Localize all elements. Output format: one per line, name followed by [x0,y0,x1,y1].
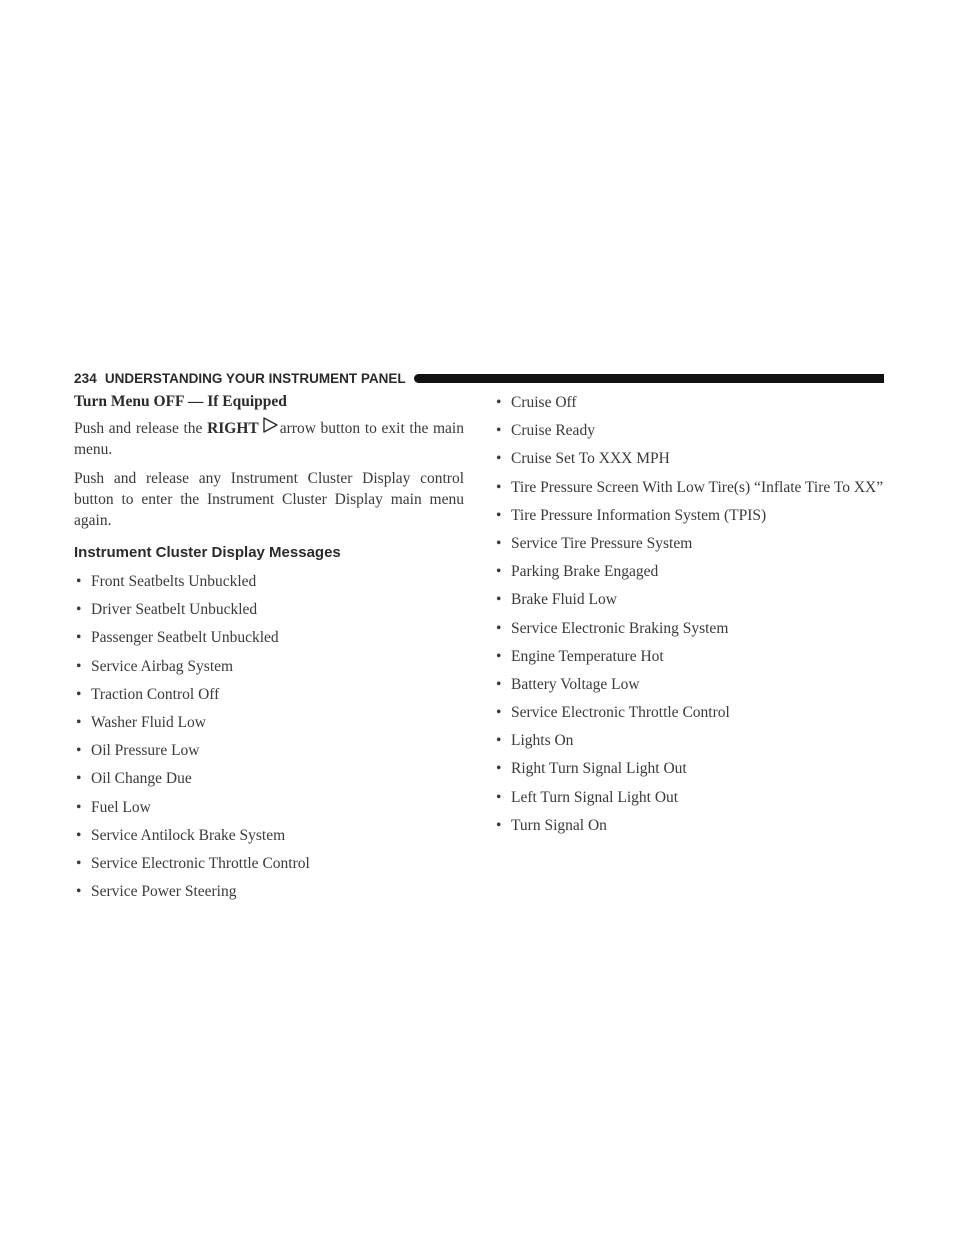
bullet-icon: • [496,394,502,411]
list-item [494,730,884,751]
left-column [74,392,464,909]
list-item [494,505,884,526]
list-item-text: Front Seatbelts Unbuckled [91,573,257,590]
bullet-icon: • [496,563,502,581]
bullet-icon: • [76,713,82,731]
list-item-text: Engine Temperature Hot [511,647,664,665]
header-rule [414,374,884,383]
list-item-text: Cruise Ready [511,422,595,440]
bullet-icon: • [496,478,502,496]
bullet-icon: • [496,675,502,693]
bullet-icon: • [76,685,82,703]
bullet-icon: • [496,619,502,637]
bullet-icon: • [496,534,502,552]
bullet-icon: • [76,742,82,760]
list-item [494,561,884,582]
list-item [494,448,884,469]
bullet-icon: • [496,506,502,524]
turn-menu-heading: Turn Menu OFF — If Equipped [74,393,287,410]
turn-menu-paragraph-2: Push and release any Instrument Cluster Display control button to enter the Instrument Cluster Display main menu again. [74,470,464,529]
list-item [494,787,884,808]
messages-list-left [74,571,464,902]
list-item-text: Washer Fluid Low [91,713,206,731]
page-number: 234 [74,370,97,386]
list-item-text: Service Tire Pressure System [511,534,693,552]
list-item-text: Service Electronic Throttle Control [91,854,310,872]
list-item-text: Service Power Steering [91,883,237,901]
page-header [74,368,884,388]
list-item-text: Lights On [511,732,574,750]
bullet-icon: • [496,647,502,665]
bullet-icon: • [76,854,82,872]
list-item-text: Service Electronic Braking System [511,619,729,637]
bullet-icon: • [496,760,502,778]
bullet-icon: • [496,816,502,834]
messages-heading: Instrument Cluster Display Messages [74,544,341,561]
list-item [494,477,884,498]
list-item-text: Right Turn Signal Light Out [511,760,687,778]
p1-lead-text: Push and release the [74,420,208,437]
section-title: UNDERSTANDING YOUR INSTRUMENT PANEL [104,370,406,386]
list-item [74,712,464,733]
turn-menu-paragraph-1 [74,416,464,460]
bullet-icon: • [76,770,82,788]
list-item-text: Traction Control Off [91,685,220,703]
bullet-icon: • [76,883,82,901]
bullet-icon: • [496,591,502,609]
list-item-text: Driver Seatbelt Unbuckled [91,601,258,619]
list-item [494,618,884,639]
bullet-icon: • [496,422,502,440]
list-item [74,599,464,620]
p1-trailing-text: arrow button to exit the main menu. [74,420,464,458]
list-item [74,684,464,705]
list-item-text: Cruise Off [511,394,577,411]
list-item [74,825,464,846]
list-item [74,768,464,789]
list-item-text: Battery Voltage Low [511,675,640,693]
list-item [494,533,884,554]
bullet-icon: • [496,732,502,750]
right-arrow-icon [261,416,279,434]
bullet-icon: • [76,798,82,816]
list-item-text: Oil Pressure Low [91,742,200,760]
list-item [74,881,464,902]
list-item-text: Service Electronic Throttle Control [511,704,730,722]
bullet-icon: • [496,450,502,468]
list-item [494,758,884,779]
list-item-text: Fuel Low [91,798,151,816]
right-column [494,392,884,843]
list-item [494,674,884,695]
list-item [74,740,464,761]
list-item [74,656,464,677]
list-item-text: Parking Brake Engaged [511,563,659,581]
list-item [74,853,464,874]
list-item [494,589,884,610]
list-item-text: Turn Signal On [511,816,607,834]
list-item [494,702,884,723]
list-item-text: Service Antilock Brake System [91,826,286,844]
list-item-text: Tire Pressure Information System (TPIS) [511,506,767,524]
list-item [74,797,464,818]
bullet-icon: • [496,788,502,806]
list-item [74,627,464,648]
list-item [74,571,464,592]
messages-list-right [494,392,884,836]
list-item [494,392,884,413]
right-button-label: RIGHT [207,420,259,437]
list-item-text: Passenger Seatbelt Unbuckled [91,629,279,647]
list-item-text: Left Turn Signal Light Out [511,788,679,806]
bullet-icon: • [76,826,82,844]
bullet-icon: • [76,573,82,590]
list-item [494,420,884,441]
bullet-icon: • [496,704,502,722]
list-item [494,646,884,667]
list-item-text: Oil Change Due [91,770,192,788]
list-item-text: Tire Pressure Screen With Low Tire(s) “Inflate Tire To XX” [511,478,884,496]
list-item [494,815,884,836]
bullet-icon: • [76,601,82,619]
list-item-text: Cruise Set To XXX MPH [511,450,670,468]
list-item-text: Brake Fluid Low [511,591,617,609]
list-item-text: Service Airbag System [91,657,234,675]
bullet-icon: • [76,629,82,647]
bullet-icon: • [76,657,82,675]
